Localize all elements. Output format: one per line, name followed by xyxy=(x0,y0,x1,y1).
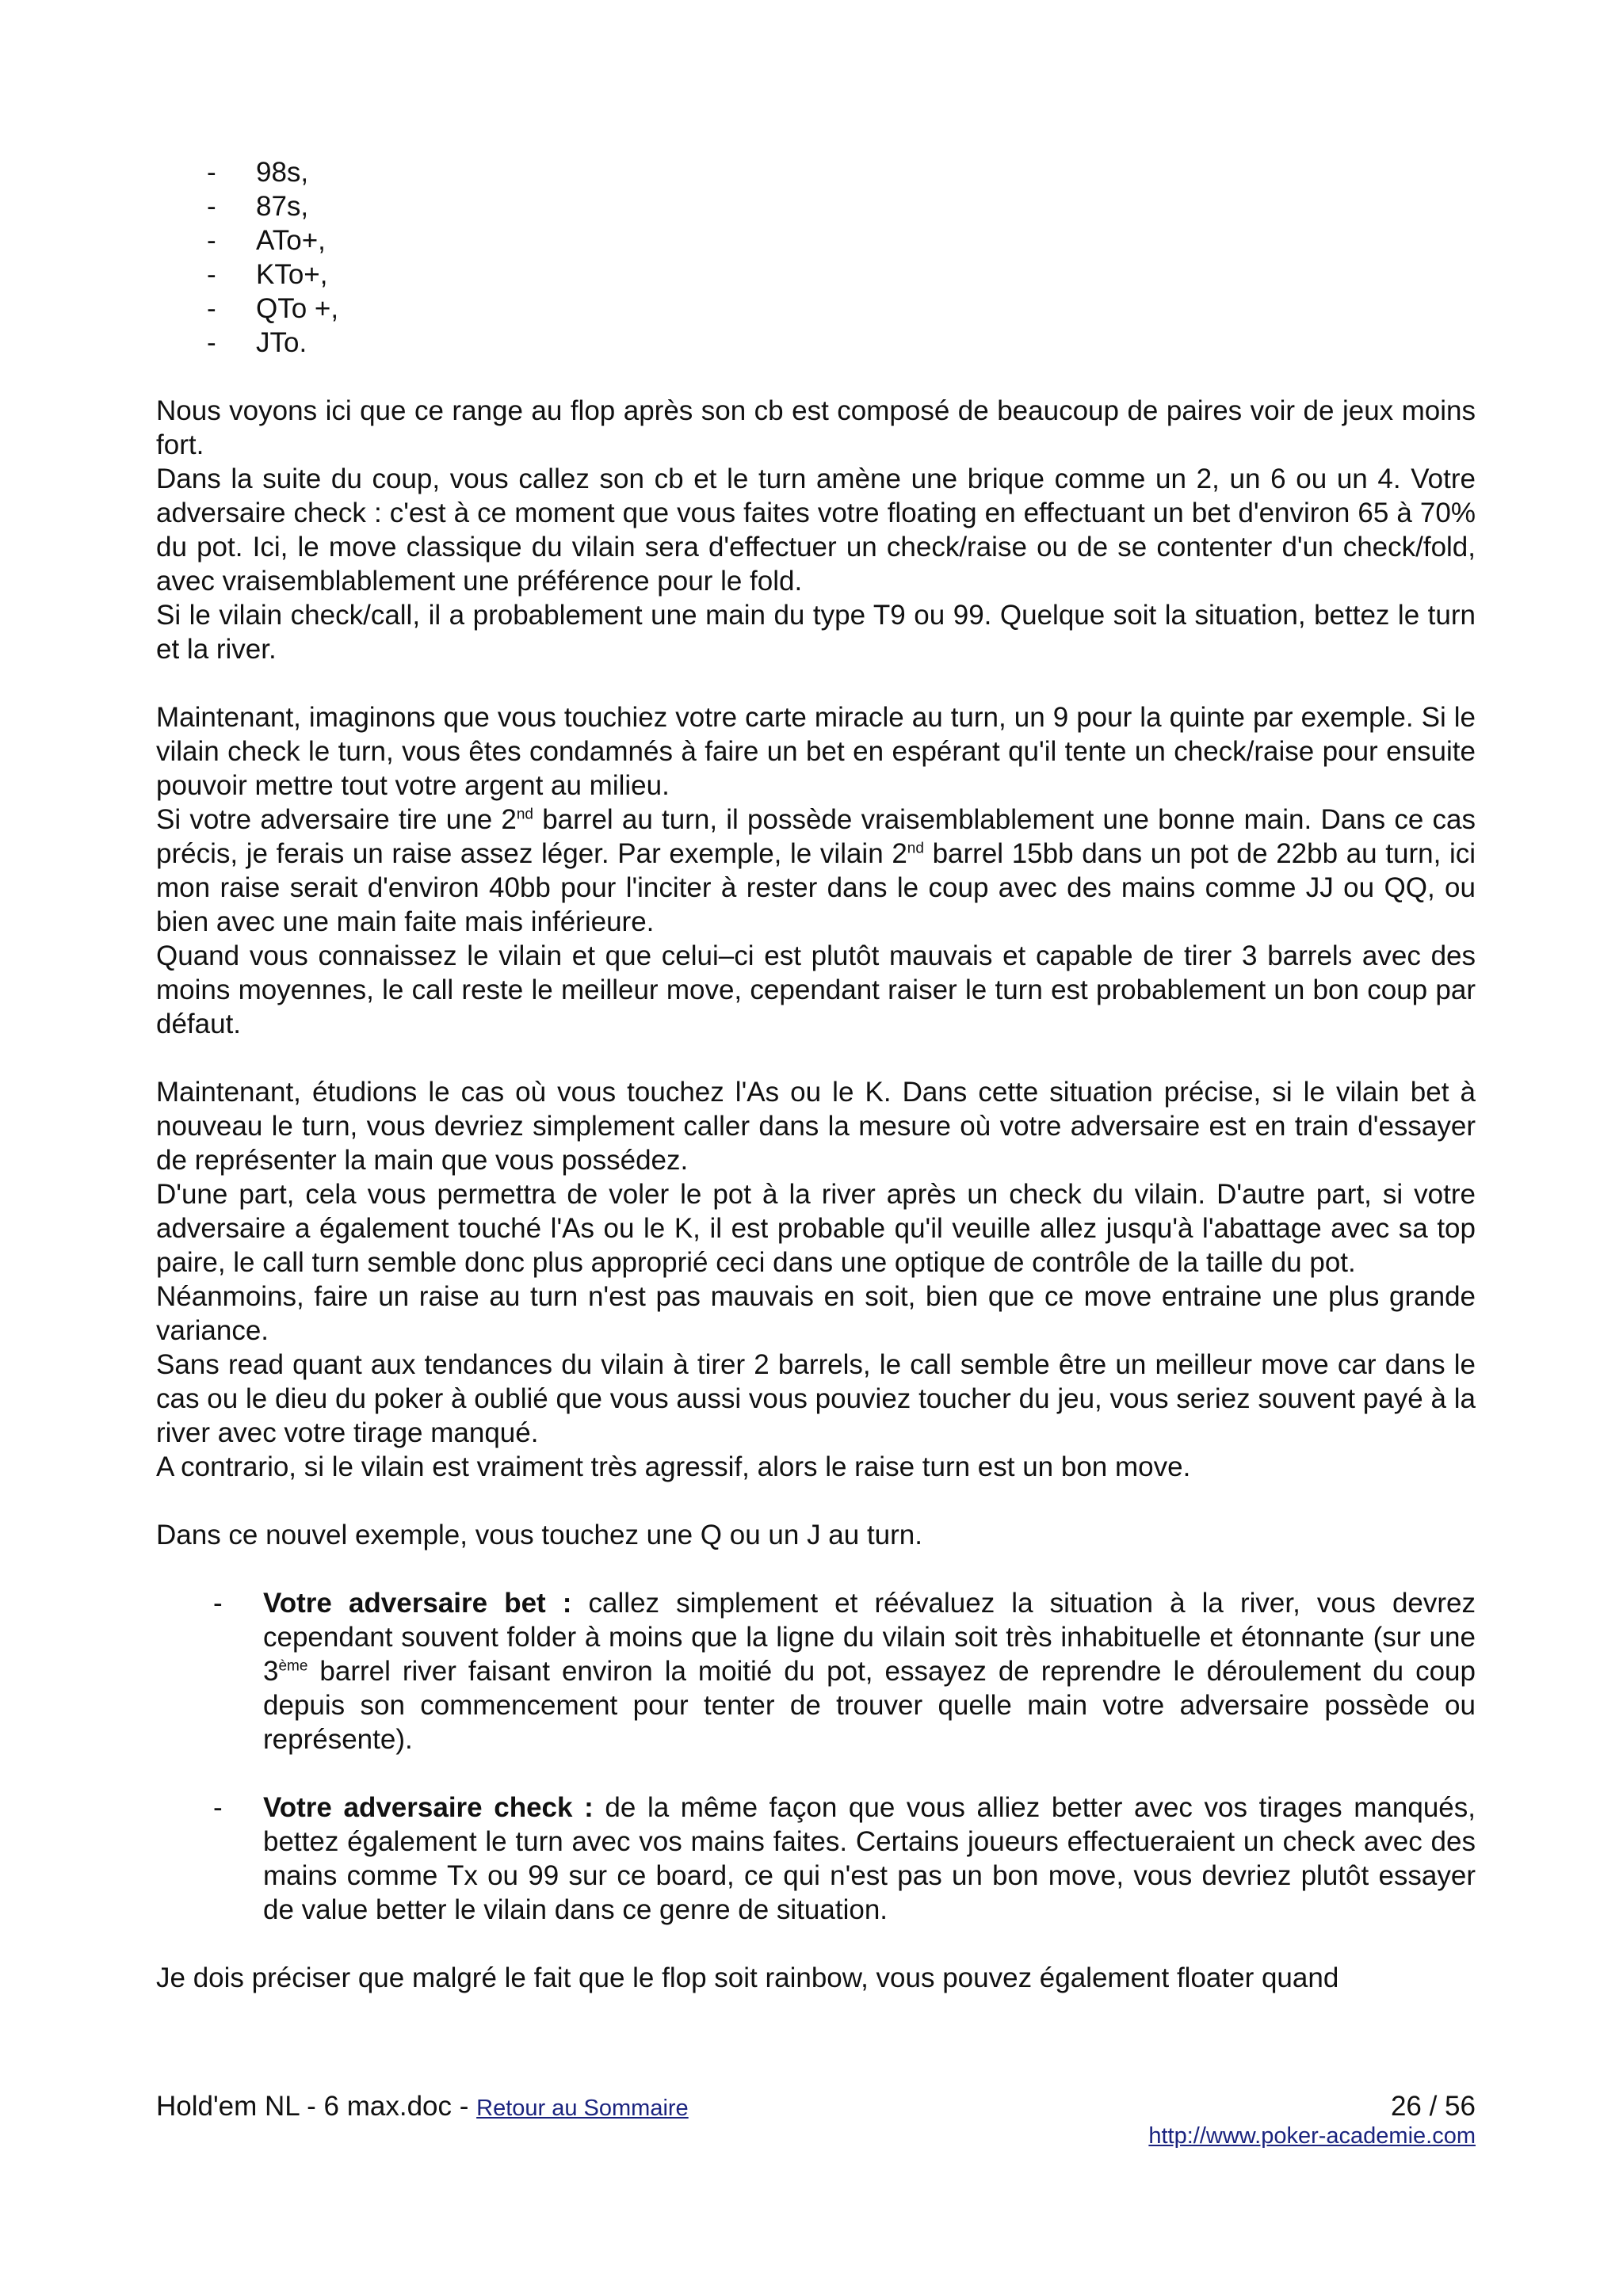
paragraph xyxy=(156,803,1476,939)
list-item: - ATo+, xyxy=(156,223,1476,257)
list-item: - 98s, xyxy=(156,155,1476,189)
scenario-list xyxy=(156,1586,1476,1927)
bullet-text: callez simplement et réévaluez la situation à la river, vous devrez cependant souvent folder à moins que la ligne du vilain soit très inhabituelle et étonnante (sur une 3 xyxy=(263,1588,1476,1687)
bullet-text: barrel river faisant environ la moitié du pot, essayez de reprendre le déroulement du coup depuis son commencement pour tenter de trouver quelle main votre adversaire possède ou représente). xyxy=(263,1656,1476,1755)
paragraph: A contrario, si le vilain est vraiment très agressif, alors le raise turn est un bon move. xyxy=(156,1451,1191,1482)
paragraph-text: Si votre adversaire tire une 2 xyxy=(156,804,517,835)
superscript: ème xyxy=(278,1657,308,1675)
superscript: nd xyxy=(907,840,924,857)
paragraph: Nous voyons ici que ce range au flop après son cb est composé de beaucoup de paires voir de jeux moins fort. xyxy=(156,395,1476,460)
footer-left xyxy=(156,2089,689,2126)
paragraph: Quand vous connaissez le vilain et que celui–ci est plutôt mauvais et capable de tirer 3 barrels avec des moins moyennes, le call reste le meilleur move, cependant raiser le turn est probablement un bon coup par défaut. xyxy=(156,940,1476,1039)
list-item xyxy=(156,1586,1476,1756)
paragraph: Sans read quant aux tendances du vilain à tirer 2 barrels, le call semble être un meilleur move car dans le cas ou le dieu du poker à oublié que vous aussi vous pouviez toucher du jeu, vous seriez souvent payé à la river avec votre tirage manqué. xyxy=(156,1349,1476,1448)
document-title: Hold'em NL - 6 max.doc - xyxy=(156,2091,477,2122)
list-item: - JTo. xyxy=(156,326,1476,360)
paragraph-text: barrel 15bb dans un pot de 22bb au turn, ici mon raise serait d'environ 40bb pour l'inciter à rester dans le coup avec des mains comme JJ ou QQ, ou bien avec une main faite mais inférieure. xyxy=(156,838,1476,937)
paragraph: Dans la suite du coup, vous callez son cb et le turn amène une brique comme un 2, un 6 ou un 4. Votre adversaire check : c'est à ce moment que vous faites votre floating en effectuant un bet d'environ 65 à 70% du pot. Ici, le move classique du vilain sera d'effectuer un check/raise ou de se contenter d'un check/fold, avec vraisemblablement une préférence pour le fold. xyxy=(156,463,1476,597)
paragraph: Maintenant, étudions le cas où vous touchez l'As ou le K. Dans cette situation précise, si le vilain bet à nouveau le turn, vous devriez simplement caller dans la mesure où votre adversaire est en train d'essayer de représenter la main que vous possédez. xyxy=(156,1077,1476,1176)
paragraph: Néanmoins, faire un raise au turn n'est pas mauvais en soit, bien que ce move entraine une plus grande variance. xyxy=(156,1281,1476,1346)
paragraph: Maintenant, imaginons que vous touchiez votre carte miracle au turn, un 9 pour la quinte par exemple. Si le vilain check le turn, vous êtes condamnés à faire un bet en espérant qu'il tente un check/raise pour ensuite pouvoir mettre tout votre argent au milieu. xyxy=(156,702,1476,801)
paragraph-text: barrel au turn, il possède vraisemblablement une bonne main. Dans ce cas précis, je ferais un raise assez léger. Par exemple, le vilain 2 xyxy=(156,804,1476,869)
starting-hands-list xyxy=(156,155,1476,360)
list-item: - KTo+, xyxy=(156,257,1476,292)
bullet-heading: Votre adversaire check : xyxy=(263,1792,594,1823)
page-number: 26 / 56 xyxy=(1390,2091,1476,2122)
bullet-text: de la même façon que vous alliez better avec vos tirages manqués, bettez également le turn avec vos mains faites. Certains joueurs effectueraient un check avec des mains comme Tx ou 99 sur ce board, ce qui n'est pas un bon move, vous devriez plutôt essayer de value better le vilain dans ce genre de situation. xyxy=(263,1792,1476,1925)
list-item: - 87s, xyxy=(156,189,1476,223)
paragraph: Dans ce nouvel exemple, vous touchez une Q ou un J au turn. xyxy=(156,1520,922,1550)
paragraph: D'une part, cela vous permettra de voler le pot à la river après un check du vilain. D'autre part, si votre adversaire a également touché l'As ou le K, il est probable qu'il veuille allez jusqu'à l'abattage avec sa top paire, le call turn semble donc plus approprié ceci dans une optique de contrôle de la taille du pot. xyxy=(156,1179,1476,1278)
superscript: nd xyxy=(516,806,533,823)
list-item xyxy=(156,1791,1476,1927)
website-link[interactable]: http://www.poker-academie.com xyxy=(1148,2123,1476,2149)
list-item: - QTo +, xyxy=(156,292,1476,326)
page-content xyxy=(156,155,1476,1995)
bullet-heading: Votre adversaire bet : xyxy=(263,1588,572,1619)
paragraph: Si le vilain check/call, il a probablement une main du type T9 ou 99. Quelque soit la situation, bettez le turn et la river. xyxy=(156,600,1476,665)
back-to-summary-link[interactable]: Retour au Sommaire xyxy=(476,2096,689,2121)
paragraph: Je dois préciser que malgré le fait que le flop soit rainbow, vous pouvez également floater quand xyxy=(156,1962,1339,1993)
